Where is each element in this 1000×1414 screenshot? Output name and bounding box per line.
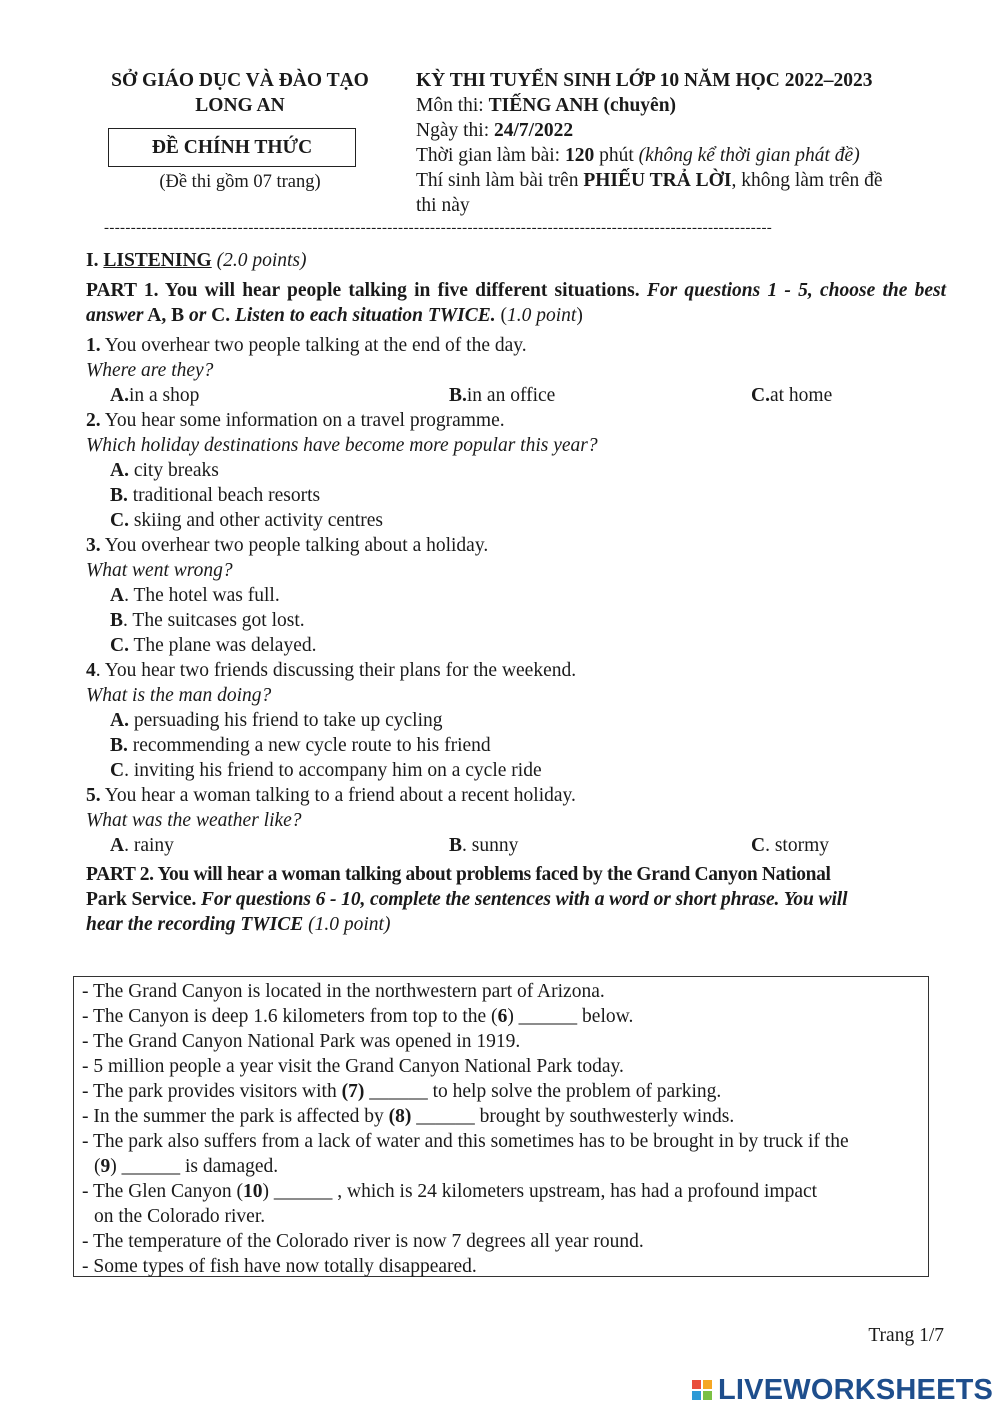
exam-title: KỲ THI TUYỂN SINH LỚP 10 NĂM HỌC 2022–2023 xyxy=(416,70,873,91)
question-prompt: What went wrong? xyxy=(86,560,233,581)
official-label-box: ĐỀ CHÍNH THỨC xyxy=(108,128,356,167)
time-line: Thời gian làm bài: 120 phút (không kể thời gian phát đề) xyxy=(416,145,860,166)
date-line: Ngày thi: 24/7/2022 xyxy=(416,120,574,141)
option[interactable]: B. recommending a new cycle route to his friend xyxy=(110,735,491,756)
box-line: - The Grand Canyon is located in the northwestern part of Arizona. xyxy=(82,981,605,1002)
liveworksheets-logo-icon xyxy=(692,1380,712,1400)
question-options-row xyxy=(86,833,946,858)
option[interactable]: A. persuading his friend to take up cycling xyxy=(110,710,443,731)
questions-list xyxy=(86,333,946,858)
answer-sheet-line: Thí sinh làm bài trên PHIẾU TRẢ LỜI, không làm trên đề xyxy=(416,170,883,191)
question-prompt: What was the weather like? xyxy=(86,810,302,831)
box-line: on the Colorado river. xyxy=(94,1206,266,1227)
option[interactable]: C. The plane was delayed. xyxy=(110,635,317,656)
box-line: - The temperature of the Colorado river is now 7 degrees all year round. xyxy=(82,1231,644,1252)
question-stem: 3. You overhear two people talking about a holiday. xyxy=(86,535,489,556)
page-number: Trang 1/7 xyxy=(868,1325,944,1346)
option[interactable]: C. skiing and other activity centres xyxy=(110,510,383,531)
question-prompt: Which holiday destinations have become more popular this year? xyxy=(86,435,598,456)
part2-instructions: PART 2. You will hear a woman talking about problems faced by the Grand Canyon National Park Service. For questions 6 - 10, complete the sentences with a word or short phrase. You will hear the recording TWICE (1.0 point) xyxy=(86,864,848,935)
box-line: - Some types of fish have now totally disappeared. xyxy=(82,1256,477,1277)
question-prompt: Where are they? xyxy=(86,360,214,381)
issuer-block xyxy=(80,68,400,118)
question-stem: 2. You hear some information on a travel programme. xyxy=(86,410,505,431)
question-stem: 4. You hear two friends discussing their plans for the weekend. xyxy=(86,660,577,681)
question-stem: 1. You overhear two people talking at the end of the day. xyxy=(86,335,527,356)
section-heading: I. LISTENING (2.0 points) xyxy=(86,250,307,271)
part1-instructions: PART 1. You will hear people talking in five different situations. For questions 1 - 5, choose the best answer A, B or C. Listen to each situation TWICE. (1.0 point) xyxy=(86,280,946,326)
box-line: - The Grand Canyon National Park was opened in 1919. xyxy=(82,1031,521,1052)
option[interactable]: A. city breaks xyxy=(110,460,219,481)
question-stem: 5. You hear a woman talking to a friend about a recent holiday. xyxy=(86,785,576,806)
option[interactable]: B . sunny xyxy=(449,835,519,856)
issuer-line-1: SỞ GIÁO DỤC VÀ ĐÀO TẠO xyxy=(111,70,369,91)
box-line: - The Canyon is deep 1.6 kilometers from top to the (6) ______ below. xyxy=(82,1006,634,1027)
question-prompt: What is the man doing? xyxy=(86,685,272,706)
exam-info-block xyxy=(416,68,956,218)
logo-text: LIVEWORKSHEETS xyxy=(718,1373,994,1406)
option[interactable]: A . rainy xyxy=(110,835,174,856)
box-line: (9) ______ is damaged. xyxy=(94,1156,279,1177)
logo-square-icon xyxy=(692,1391,701,1400)
box-line: - The park provides visitors with (7) ______ to help solve the problem of parking. xyxy=(82,1081,722,1102)
pages-note: (Đề thi gồm 07 trang) xyxy=(159,172,321,192)
gap-fill-box xyxy=(73,976,929,1277)
option[interactable]: B. The suitcases got lost. xyxy=(110,610,305,631)
option[interactable]: C. inviting his friend to accompany him on a cycle ride xyxy=(110,760,542,781)
box-line: - 5 million people a year visit the Grand Canyon National Park today. xyxy=(82,1056,624,1077)
question-options-row xyxy=(86,383,946,408)
option[interactable]: C . stormy xyxy=(751,835,830,856)
logo-square-icon xyxy=(703,1380,712,1389)
logo-square-icon xyxy=(692,1380,701,1389)
box-line: - The Glen Canyon (10) ______ , which is 24 kilometers upstream, has had a profound impact xyxy=(82,1181,818,1202)
option[interactable]: A. in a shop xyxy=(110,385,200,406)
answer-sheet-line-2: thi này xyxy=(416,195,470,216)
option[interactable]: C. at home xyxy=(751,385,833,406)
box-line: - In the summer the park is affected by (8) ______ brought by southwesterly winds. xyxy=(82,1106,735,1127)
section-title: LISTENING xyxy=(103,250,212,271)
subject-line: Môn thi: TIẾNG ANH (chuyên) xyxy=(416,95,677,116)
box-line: - The park also suffers from a lack of water and this sometimes has to be brought in by truck if the xyxy=(82,1131,849,1152)
liveworksheets-logo[interactable] xyxy=(692,1374,993,1406)
header-divider: ----------------------------------------------------------------------------------------------------------------------------- xyxy=(104,220,773,236)
listening-section xyxy=(86,248,946,937)
issuer-line-2: LONG AN xyxy=(195,95,285,116)
option[interactable]: B. in an office xyxy=(449,385,556,406)
logo-square-icon xyxy=(703,1391,712,1400)
option[interactable]: A. The hotel was full. xyxy=(110,585,280,606)
option[interactable]: B. traditional beach resorts xyxy=(110,485,321,506)
